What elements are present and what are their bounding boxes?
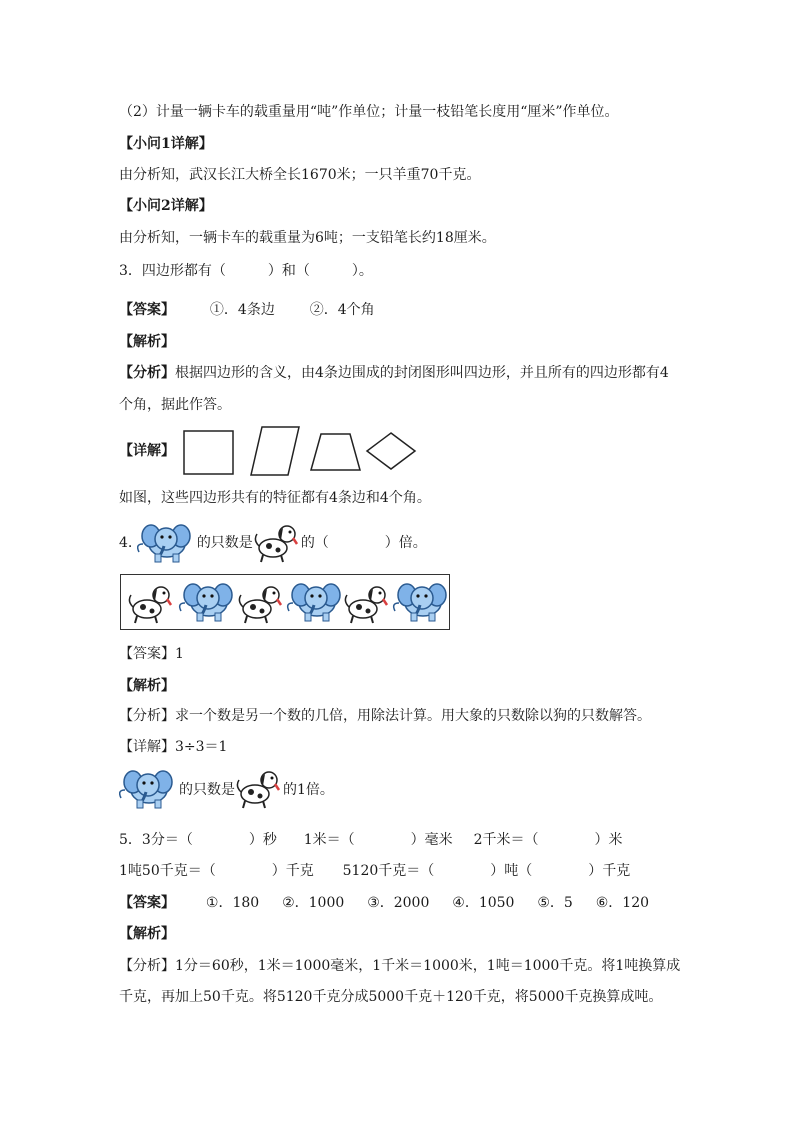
question-4: 4. 的只数是 的（ ）倍。 xyxy=(119,522,427,564)
analysis-line: 【分析】1分＝60秒，1米＝1000毫米，1千米＝1000米，1吨＝1000千克。将1吨换算成 xyxy=(119,958,681,974)
quadrilateral-figures xyxy=(182,425,422,477)
parallelogram-shape xyxy=(251,427,299,475)
analysis-line: 【分析】根据四边形的含义，由4条边围成的封闭图形叫四边形，并且所有的四边形都有4 xyxy=(119,365,669,381)
analysis-line: 个角，据此作答。 xyxy=(119,397,231,413)
answer-item: ⑥．120 xyxy=(595,895,650,911)
dog-icon xyxy=(253,522,301,564)
text-line: 由分析知，一辆卡车的载重量为6吨；一支铅笔长约18厘米。 xyxy=(119,230,496,246)
dog-icon xyxy=(239,587,281,623)
section-heading: 【解析】 xyxy=(119,926,175,942)
answer-item: ④．1050 xyxy=(452,895,515,911)
trapezoid-shape xyxy=(311,434,360,470)
text-line: 由分析知，武汉长江大桥全长1670米；一只羊重70千克。 xyxy=(119,167,481,183)
elephant-icon xyxy=(137,522,197,564)
analysis-tag: 【分析】 xyxy=(119,365,175,381)
elephant-icon xyxy=(180,584,232,621)
elephant-icon xyxy=(119,768,179,812)
answer-item: ②．1000 xyxy=(282,895,345,911)
square-shape xyxy=(184,431,233,474)
analysis-line: 【分析】求一个数是另一个数的几倍，用除法计算。用大象的只数除以狗的只数解答。 xyxy=(119,708,651,724)
rhombus-shape xyxy=(367,433,415,469)
elephant-icon xyxy=(394,584,446,621)
answer-row xyxy=(119,893,649,913)
question-5-line-1: 5．3分＝（ ）秒 1米＝（ ）毫米 2千米＝（ ）米 xyxy=(119,832,623,848)
answer-item: ②．4个角 xyxy=(309,302,375,318)
answer-item: ①．180 xyxy=(205,895,260,911)
question-5-line-2: 1吨50千克＝（ ）千克 5120千克＝（ ）吨（ ）千克 xyxy=(119,863,631,879)
answer-tag: 【答案】 xyxy=(119,302,175,318)
detail-tag: 【详解】 xyxy=(119,443,175,459)
question-3: 3．四边形都有（ ）和（ ）。 xyxy=(119,263,373,279)
answer-item: ③．2000 xyxy=(367,895,430,911)
answer-row: 【答案】1 xyxy=(119,646,184,662)
section-heading: 【解析】 xyxy=(119,334,175,350)
analysis-line: 千克，再加上50千克。将5120千克分成5000千克＋120千克，将5000千克换算成吨。 xyxy=(119,989,663,1005)
section-heading: 【小问2详解】 xyxy=(119,198,213,214)
text-line: （2）计量一辆卡车的载重量用“吨”作单位；计量一枝铅笔长度用“厘米”作单位。 xyxy=(119,104,619,120)
answer-item: ①．4条边 xyxy=(209,302,275,318)
elephant-icon xyxy=(288,584,340,621)
detail-text: 如图，这些四边形共有的特征都有4条边和4个角。 xyxy=(119,490,431,506)
answer-tag: 【答案】 xyxy=(119,895,175,911)
result-row: 的只数是 的1倍。 xyxy=(119,768,334,814)
dog-icon xyxy=(345,587,387,623)
dog-icon xyxy=(129,587,171,623)
answer-item: ⑤．5 xyxy=(537,895,573,911)
section-heading: 【解析】 xyxy=(119,678,175,694)
detail-line: 【详解】3÷3＝1 xyxy=(119,739,228,755)
section-heading: 【小问1详解】 xyxy=(119,136,213,152)
dog-icon xyxy=(235,768,283,812)
answer-row xyxy=(119,300,375,320)
animal-picture-box xyxy=(120,574,450,630)
